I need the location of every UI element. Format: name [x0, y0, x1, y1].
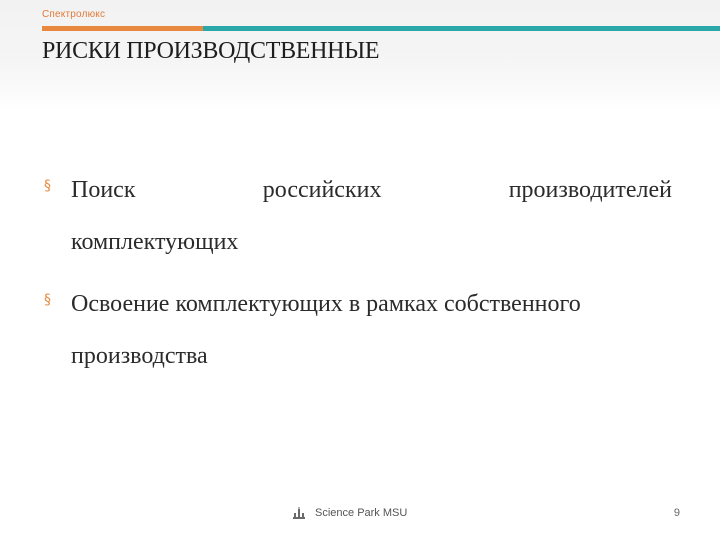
- bullet-line: комплектующих: [71, 229, 239, 255]
- accent-bar-teal: [203, 26, 720, 31]
- bullet-line: производства: [71, 343, 208, 369]
- bullet-word: производителей: [508, 177, 672, 203]
- footer-label: Science Park MSU: [315, 507, 408, 519]
- bullet-marker-icon: §: [44, 292, 51, 308]
- bullet-word: Поиск: [71, 177, 136, 203]
- bullet-item-search-suppliers: [44, 164, 672, 268]
- bullet-word: российских: [262, 177, 382, 203]
- bullet-line: [71, 164, 672, 216]
- page-number: 9: [673, 507, 680, 519]
- bullet-item-own-production: [44, 278, 672, 382]
- brand-label: Спектролюкс: [42, 9, 106, 20]
- bullet-marker-icon: §: [44, 178, 51, 194]
- bullet-line: Освоение комплектующих в рамках собственного: [71, 291, 581, 317]
- bullet-list: [44, 164, 672, 382]
- slide-title: РИСКИ ПРОИЗВОДСТВЕННЫЕ: [42, 38, 380, 64]
- accent-bar-orange: [42, 26, 203, 31]
- science-park-logo-icon: [292, 507, 306, 521]
